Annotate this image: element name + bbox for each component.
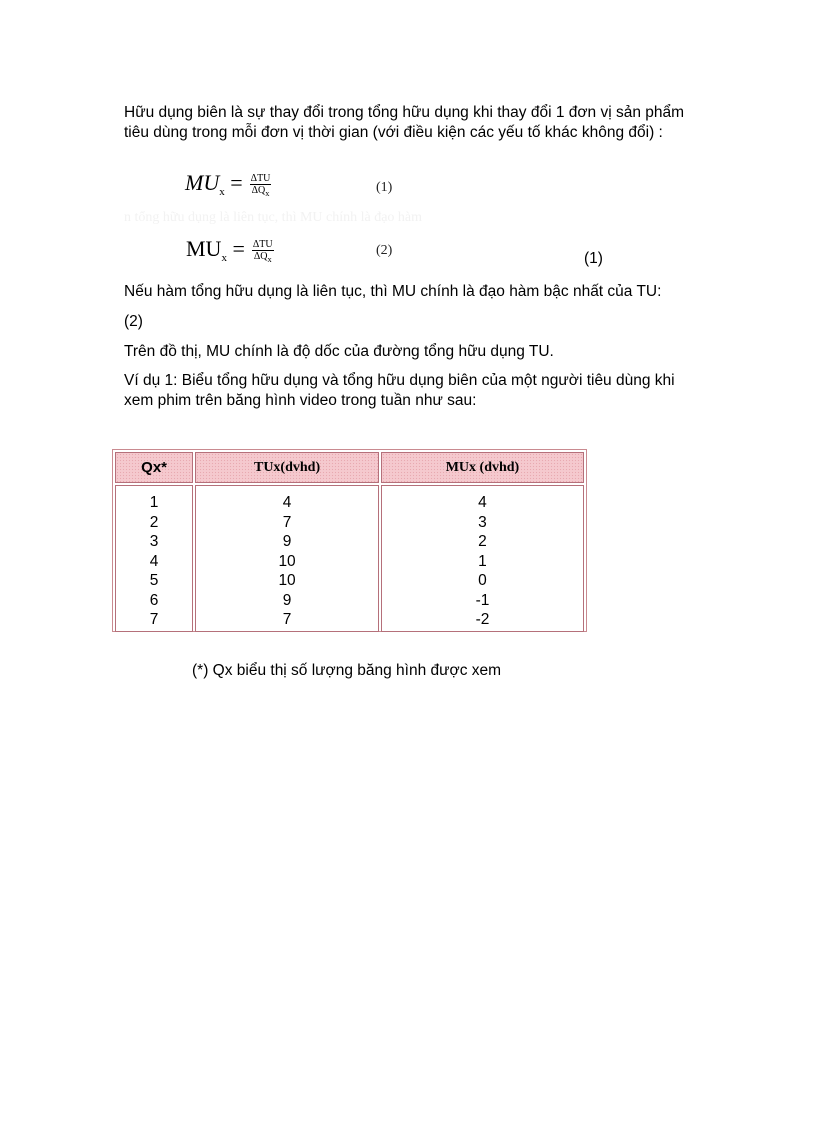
continuous-paragraph: Nếu hàm tổng hữu dụng là liên tục, thì MU chính là đạo hàm bậc nhất của TU:	[124, 283, 662, 300]
tux-cell: 7	[282, 611, 292, 628]
tux-cell: 10	[278, 552, 296, 570]
tux-cell: 4	[282, 494, 292, 511]
formula-2	[186, 236, 274, 265]
formula-2-denominator: $\Delta Q_x$	[253, 251, 272, 265]
formula-2-sub: x	[221, 252, 227, 264]
formula-2-fraction	[252, 239, 274, 265]
formula-1-fraction	[250, 173, 272, 199]
mux-cell: -1	[475, 591, 490, 609]
example-paragraph: Ví dụ 1: Biểu tổng hữu dụng và tổng hữu dụng biên của một người tiêu dùng khi xem phim trên băng hình video trong tuần như sau:	[124, 372, 675, 409]
tux-cell: 9	[282, 591, 292, 609]
formula-1-denominator: $\Delta Q_x$	[251, 185, 270, 199]
header-mux: MUx (dvhd)	[381, 452, 584, 483]
mux-cell: 3	[478, 513, 487, 531]
intro-paragraph: Hữu dụng biên là sự thay đổi trong tổng hữu dụng khi thay đổi 1 đơn vị sản phẩm tiêu dùng trong mỗi đơn vị thời gian (với điều kiện các yếu tố khác không đổi) :	[124, 104, 685, 141]
utility-table	[112, 449, 587, 632]
tux-cell: 9	[282, 533, 292, 550]
header-tux: TUx(dvhd)	[195, 452, 379, 483]
formula-1-lhs: MU	[185, 170, 220, 195]
qx-cell: 4	[149, 552, 159, 570]
formula-1-den-sub: x	[265, 189, 270, 199]
formula-1	[185, 170, 271, 199]
formula-2-number: (2)	[376, 243, 393, 258]
qx-cell: 2	[149, 513, 159, 531]
column-qx	[115, 485, 193, 632]
qx-cell: 7	[149, 611, 159, 628]
formula-1-number: (1)	[376, 180, 393, 195]
qx-cell: 3	[149, 533, 159, 550]
formula-1-eq: =	[230, 170, 243, 195]
slope-paragraph: Trên đồ thị, MU chính là độ dốc của đường tổng hữu dụng TU.	[124, 343, 554, 360]
mux-cell: 4	[478, 494, 487, 511]
mux-cell: 2	[478, 533, 487, 550]
tux-cell: 7	[282, 513, 292, 531]
column-tux	[195, 485, 379, 632]
formula-2-lhs: MU	[186, 236, 222, 261]
formula-1-numerator: ΔTU	[250, 173, 271, 185]
formula-2-den-sub: x	[267, 255, 272, 265]
qx-cell: 5	[149, 572, 159, 589]
table-footnote: (*) Qx biểu thị số lượng băng hình được xem	[192, 662, 502, 679]
formula-1-sub: x	[219, 186, 225, 198]
faint-ghost-text: n tổng hữu dụng là liên tục, thì MU chính là đạo hàm	[124, 210, 423, 225]
tux-cell: 10	[278, 572, 296, 589]
mux-cell: -2	[475, 611, 490, 628]
qx-cell: 6	[149, 591, 159, 609]
equation-2-reference: (2)	[124, 313, 143, 330]
qx-cell: 1	[149, 494, 159, 511]
mux-cell: 1	[478, 552, 487, 570]
column-mux	[381, 485, 584, 632]
header-qx: Qx*	[115, 452, 193, 483]
mux-cell: 0	[478, 572, 487, 589]
side-equation-number: (1)	[584, 250, 603, 267]
formula-2-eq: =	[232, 236, 245, 261]
formula-2-numerator: ΔTU	[252, 239, 273, 251]
